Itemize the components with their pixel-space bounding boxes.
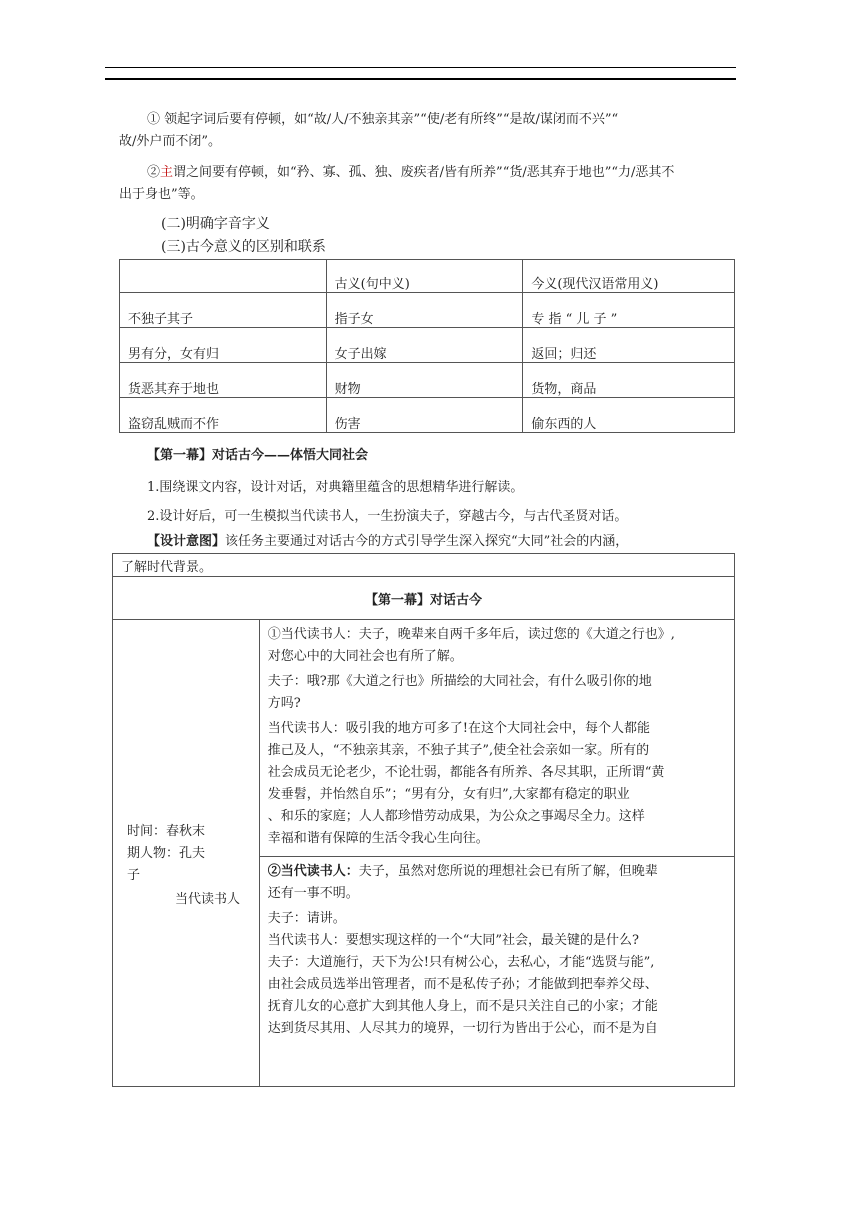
- dialogue-line: 夫子：请讲。: [267, 911, 346, 926]
- design-intent-label: 【设计意图】: [147, 534, 226, 549]
- dialogue-line: 幸福和谐有保障的生活令我心生向往。: [267, 831, 489, 846]
- act1-item-1: 1.围绕课文内容，设计对话，对典籍里蕴含的思想精华进行解读。: [147, 480, 524, 495]
- table-cell: 货物，商品: [523, 363, 735, 398]
- note-1-line-2: 故/外户而不闭”。: [119, 134, 222, 149]
- left-reader: 当代读书人: [175, 892, 241, 907]
- table-cell: 偷东西的人: [523, 398, 735, 433]
- act1-item-2: 2.设计好后，可一生模拟当代读书人，一生扮演夫子，穿越古今，与古代圣贤对话。: [147, 509, 628, 524]
- note-2-red-char: 主: [160, 165, 174, 180]
- note-2-line-2: 出于身也”等。: [119, 187, 204, 202]
- dialogue-line: 抚育儿女的心意扩大到其他人身上，而不是只关注自己的小家；才能: [267, 999, 658, 1014]
- dialogue-line: 当代读书人：要想实现这样的一个“大同”社会，最关键的是什么?: [267, 933, 639, 948]
- dialogue-left-cell: [113, 620, 260, 1087]
- design-intent: [147, 531, 628, 553]
- dialogue-line: 夫子：哦?那《大道之行也》所描绘的大同社会，有什么吸引你的地: [267, 674, 652, 689]
- note-1-line-1: ① 领起字词后要有停顿，如“故/人/不独亲其亲”“使/老有所终”“是故/谋闭而不兴”“: [147, 112, 619, 127]
- table-header-cell: [120, 260, 327, 293]
- dialogue-line: [268, 861, 730, 883]
- dialogue-heading: 【第一幕】对话古今: [113, 577, 735, 620]
- intent-continued-row: [113, 554, 735, 577]
- left-time: 时间：春秋末: [127, 824, 206, 839]
- dialogue-line: 当代读书人：吸引我的地方可多了!在这个大同社会中，每个人都能: [267, 721, 650, 736]
- dialogue-heading-row: [113, 577, 735, 620]
- table-cell: 货恶其弃于地也: [120, 363, 327, 398]
- table-header-cell: 古义(句中义): [326, 260, 523, 293]
- dialogue-right-cell: [259, 620, 734, 1087]
- dialogue-line: 还有一事不明。: [267, 886, 359, 901]
- note-2-number: ②: [147, 165, 161, 180]
- intent-continued-cell: 了解时代背景。: [113, 554, 735, 577]
- header-rule-thick: [105, 78, 736, 80]
- dialogue-separator: [260, 856, 734, 857]
- meaning-table: [119, 259, 735, 433]
- table-row: [120, 363, 735, 398]
- left-people-2: 子: [127, 868, 141, 883]
- dialogue-table: [112, 553, 735, 1087]
- table-header-cell: 今义(现代汉语常用义): [523, 260, 735, 293]
- table-cell: 返回；归还: [523, 328, 735, 363]
- table-cell: 指子女: [326, 293, 523, 328]
- header-rule-thin: [105, 67, 736, 68]
- dialogue-line: 、和乐的家庭；人人都珍惜劳动成果，为公众之事竭尽全力。这样: [267, 809, 645, 824]
- dialogue-line: 达到货尽其用、人尽其力的境界，一切行为皆出于公心，而不是为自: [267, 1021, 658, 1036]
- act1-title: 【第一幕】对话古今——体悟大同社会: [147, 448, 369, 463]
- section-heading-2: (二)明确字音字义: [161, 216, 270, 232]
- dialogue-line: 发垂髫，并怡然自乐”；“男有分，女有归”,大家都有稳定的职业: [267, 787, 630, 802]
- dialogue-body-row: [113, 620, 735, 1087]
- dialogue-line: 对您心中的大同社会也有所了解。: [267, 649, 463, 664]
- left-people-1: 期人物：孔夫: [127, 846, 206, 861]
- table-cell: 盗窃乱贼而不作: [120, 398, 327, 433]
- table-cell: 男有分，女有归: [120, 328, 327, 363]
- section-heading-3: (三)古今意义的区别和联系: [161, 239, 326, 255]
- table-row: [120, 293, 735, 328]
- note-2-line-1: [147, 162, 674, 184]
- table-cell: 伤害: [326, 398, 523, 433]
- table-cell: 女子出嫁: [326, 328, 523, 363]
- dialogue-line: 方吗?: [267, 696, 301, 711]
- block2-first-text: 夫子，虽然对您所说的理想社会已有所了解，但晚辈: [358, 864, 658, 879]
- dialogue-line: 推己及人，“不独亲其亲，不独子其子”,使全社会亲如一家。所有的: [267, 743, 650, 758]
- dialogue-line: ①当代读书人：夫子，晚辈来自两千多年后，读过您的《大道之行也》,: [267, 627, 675, 642]
- block2-label: ②当代读书人：: [267, 864, 359, 879]
- table-cell: 不独子其子: [120, 293, 327, 328]
- dialogue-line: 由社会成员选举出管理者，而不是私传子孙；才能做到把奉养父母、: [267, 977, 658, 992]
- dialogue-line: 夫子：大道施行，天下为公!只有树公心，去私心，才能“选贤与能”,: [267, 955, 655, 970]
- table-row: [120, 328, 735, 363]
- design-intent-text: 该任务主要通过对话古今的方式引导学生深入探究“大同”社会的内涵，: [225, 534, 629, 549]
- note-2-rest: 谓之间要有停顿，如“矜、寡、孤、独、废疾者/皆有所养”“货/恶其弃于地也”“力/恶其不: [173, 165, 675, 180]
- dialogue-line: 社会成员无论老少，不论壮弱，都能各有所养、各尽其职，正所谓“黄: [267, 765, 665, 780]
- table-row: [120, 398, 735, 433]
- table-cell: 财物: [326, 363, 523, 398]
- table-cell: 专 指 “ 儿 子 ”: [523, 293, 735, 328]
- table-header-row: [120, 260, 735, 293]
